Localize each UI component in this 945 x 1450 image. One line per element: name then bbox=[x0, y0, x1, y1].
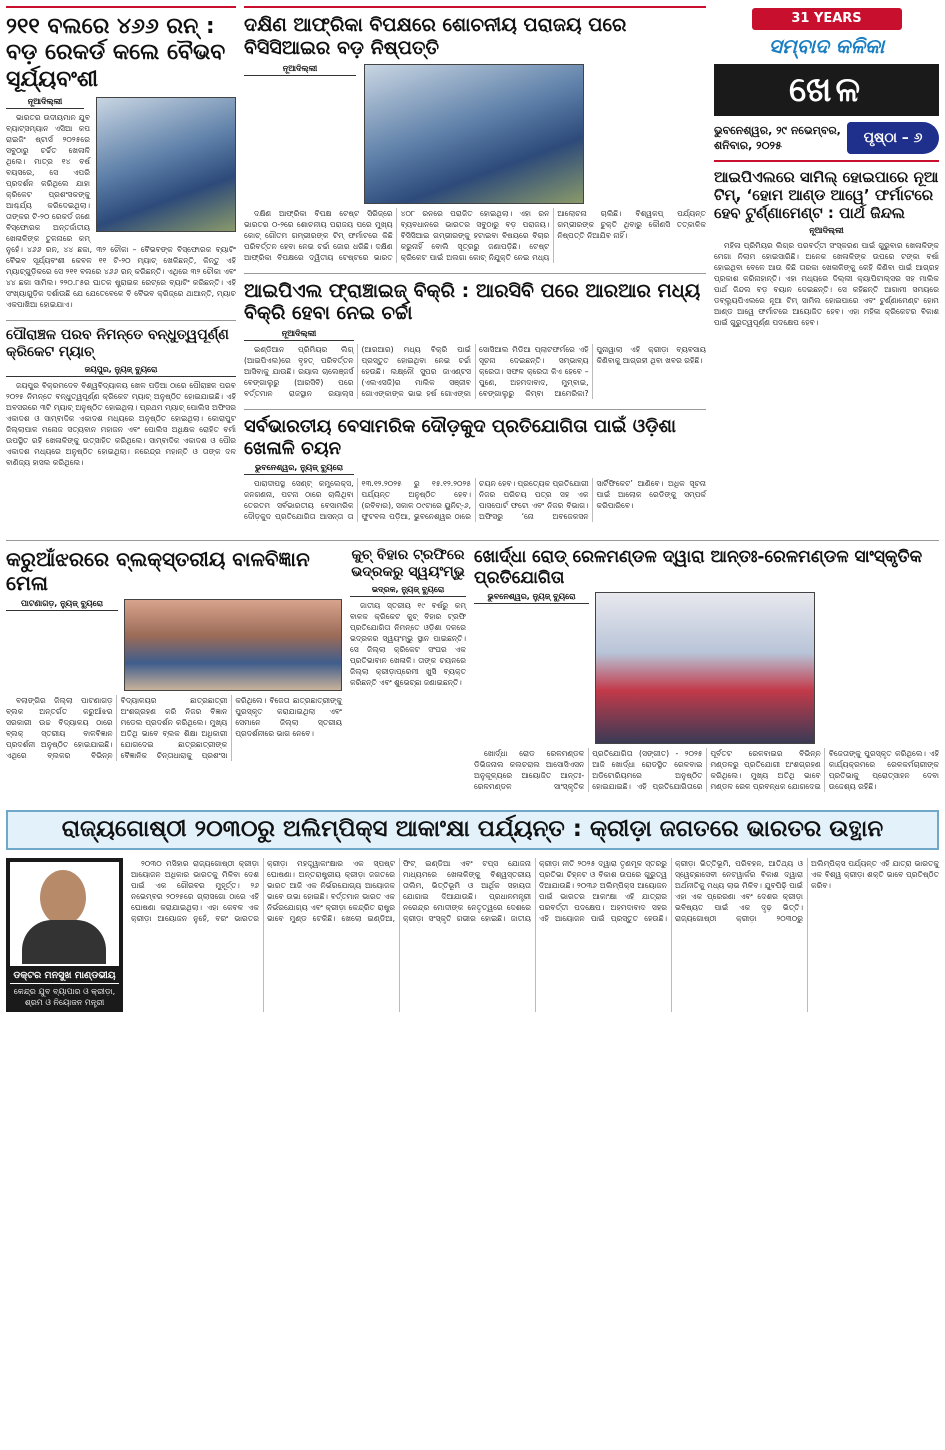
anniversary-ribbon: 31 YEARS bbox=[752, 8, 902, 30]
photo-khurda-event bbox=[595, 592, 815, 744]
headline-bcci: ଦକ୍ଷିଣ ଆଫ୍ରିକା ବିପକ୍ଷରେ ଶୋଚନୀୟ ପରାଜୟ ପରେ ବିସିସିଆଇର ବଡ଼ ନିଷ୍ପତ୍ତି bbox=[244, 14, 627, 59]
masthead-rule bbox=[714, 160, 939, 162]
article-body: ବଲାଙ୍ଗିର ଜିଲ୍ଲା ପାଟଣାଗଡ଼ ବ୍ଲକ ଅନ୍ତର୍ଗତ କରୁଆଁଝର ସରକାରୀ ଉଚ୍ଚ ବିଦ୍ୟାଳୟ ଠାରେ ବ୍ଲକ୍ ସ୍ତରୀୟ ବାଳବିଜ୍ଞାନ ପ୍ରଦର୍ଶନୀ ଅନୁଷ୍ଠିତ ହୋଇଯାଇଛି। ଏଥିରେ ବ୍ଲକର ବିଭିନ୍ନ ବିଦ୍ୟାଳୟର ଛାତ୍ରଛାତ୍ରୀ ଅଂଶଗ୍ରହଣ କରି ନିଜର ବିଜ୍ଞାନ ମଡେଲ ପ୍ରଦର୍ଶନ କରିଥିଲେ। ମୁଖ୍ୟ ଅତିଥି ଭାବେ ବ୍ଲକ ଶିକ୍ଷା ଅଧିକାରୀ ଯୋଗଦେଇ ଛାତ୍ରଛାତ୍ରୀଙ୍କ ବୈଜ୍ଞାନିକ ଚିନ୍ତାଧାରାକୁ ପ୍ରଶଂସା କରିଥିଲେ। ବିଜେତା ଛାତ୍ରଛାତ୍ରୀଙ୍କୁ ପୁରସ୍କୃତ କରାଯାଇଥିଲା ଏବଂ ସେମାନେ ଜିଲ୍ଲା ସ୍ତରୀୟ ପ୍ରଦର୍ଶନୀରେ ଭାଗ ନେବେ। bbox=[6, 696, 342, 761]
article-athletics bbox=[244, 409, 706, 522]
dateline bbox=[714, 123, 843, 153]
dateline: ଭୁବନେଶ୍ୱର, ନ୍ୟୁଜ୍ ବ୍ୟୁରୋ bbox=[244, 463, 354, 475]
section-banner: ଖେଳ bbox=[714, 64, 939, 116]
article-body: ପାରାଦୀପସ୍ଥ ସେଣ୍ଟ୍ କମ୍ପ୍ଲେକ୍ସ, ଜନଗଣନା, ପଟନା ଠାରେ ଚାଲିଥିବା ତେରତମ ସର୍ବଭାରତୀୟ ବେସାମରିକ ଦୌଡ଼କୁଦ ପ୍ରତିଯୋଗିତା ଆସନ୍ତା ତା ୧୩.୧୨.୨୦୨୫ ରୁ ୧୫.୧୨.୨୦୨୫ ପର୍ଯ୍ୟନ୍ତ ଅନୁଷ୍ଠିତ ହେବ। (ରବିବାର), ସକାଳ ୦୯ଟାରେ ୟୁନିଟ୍-୬, ଫୁଟବଲ ପଡ଼ିଆ, ଭୁବନେଶ୍ୱର ଠାରେ ଚୟନ ହେବ। ପ୍ରତ୍ୟେକ ପ୍ରତିଯୋଗୀ ନିଜର ପରିଚୟ ପତ୍ର ସହ ଏକ ପାସପୋର୍ଟ ଫଟୋ ଏବଂ ନିଜର ବିଭାଗ। ଅଫିସରୁ ‘ନୋ ଅବଜେକସନ ସାର୍ଟିଫିକେଟ’ ଆଣିବେ। ଅଧିକ ସୂଚନା ପାଇଁ ଆଲୋକ ରେଡିଙ୍କୁ ସମ୍ପର୍କ କରିପାରିବେ। bbox=[244, 479, 706, 522]
dateline: ପାଟଣାଗଡ଼, ନ୍ୟୁଜ୍ ବ୍ୟୁରୋ bbox=[6, 599, 118, 611]
headline-cooch-behar: କୁଚ୍ ବିହାର ଟ୍ରଫିରେ ଭଦ୍ରକରୁ ସ୍ୱୟଂମ୍ଭୁ bbox=[351, 547, 465, 581]
left-column bbox=[6, 6, 236, 532]
dateline: ଭୁବନେଶ୍ୱର, ନ୍ୟୁଜ୍ ବ୍ୟୁରୋ bbox=[474, 592, 589, 604]
photo-vaibhav bbox=[96, 97, 236, 232]
dateline: ନୂଆଦିଲ୍ଲୀ bbox=[244, 64, 356, 76]
right-column bbox=[714, 6, 939, 532]
paper-logo: ସମ୍ବାଦ କଳିକା bbox=[768, 34, 885, 58]
dateline: ନୂଆଦିଲ୍ଲୀ bbox=[6, 97, 84, 109]
center-column bbox=[244, 6, 706, 532]
author-name: ଡକ୍ଟର ମନସୁଖ ମାଣ୍ଡଭୀୟ bbox=[10, 970, 119, 984]
page-number-badge: ପୃଷ୍ଠା – ୬ bbox=[847, 122, 939, 154]
author-photo bbox=[10, 862, 119, 966]
article-ipl-franchise bbox=[244, 273, 706, 400]
article-science-fair bbox=[6, 547, 342, 792]
author-box bbox=[6, 858, 123, 1012]
article-vaibhav bbox=[6, 14, 236, 310]
top-section bbox=[6, 6, 939, 532]
article-body: ଭାରତର ଉଦୀୟମାନ ଯୁବ ବ୍ୟାଟ୍ସମ୍ୟାନ ଏସିଆ କପ ରାଇଜିଂ ଷ୍ଟାର୍ସ ୨୦୨୫ରେ ସବୁଠାରୁ ଚର୍ଚ୍ଚିତ ଖେଳାଳି ଥିଲେ। ମାତ୍ର ୧୪ ବର୍ଷ ବୟସରେ, ସେ ଏପରି ପ୍ରଦର୍ଶନ କରିଥିଲେ ଯାହା କ୍ରିକେଟ ପ୍ରଶଂସକଙ୍କୁ ଆଶ୍ଚର୍ଯ୍ୟ କରିଦେଇଥିଲା। ତାଙ୍କର ଟି-୨୦ ରେକର୍ଡ ଜଣେ ବିସ୍ଫୋରକ ଅନ୍ତର୍ଜାତୀୟ ଖେଳାଳିଙ୍କ ତୁଳନାରେ କମ୍ ନୁହେଁ। ୪୬୬ ରନ, ୪୪ ଛକା, ୩୨ ଚୌକା – ବୈଭବଙ୍କ ବିସ୍ଫୋରକ ବ୍ୟାଟିଂ ବୈଭବ ସୂର୍ଯ୍ୟବଂଶୀ କେବଳ ୧୧ ଟି-୨୦ ମ୍ୟାଚ୍ ଖେଳିଛନ୍ତି, କିନ୍ତୁ ଏହି ମ୍ୟାଚ୍‌ଗୁଡ଼ିକରେ ସେ ୨୧୧ ବଲରେ ୪୬୬ ରନ୍ କରିଛନ୍ତି। ଏଥିରେ ୩୨ ଚୌକା ଏବଂ ୪୪ ଛକା ସାମିଲ। ୨୨୦.୮୫ର ଘାତକ ଷ୍ଟ୍ରାଇକ ରେଟ୍‌ରେ ବ୍ୟାଟିଂ କରିଛନ୍ତି। ଏହି ସଂଖ୍ୟାଗୁଡ଼ିକ ଦର୍ଶାଉଛି ଯେ ଯେତେବେଳେ ବି ବୈଭବ କ୍ରିଜ୍‌ରେ ଥାଆନ୍ତି, ମ୍ୟାଚ ଏକପାଖିଆ ହୋଇଯାଏ। bbox=[6, 113, 236, 310]
article-khurda bbox=[474, 547, 939, 792]
photo-science-fair bbox=[124, 599, 342, 691]
headline-ipl-franchise: ଆଇପିଏଲ ଫ୍ରାଞ୍ଚାଇଜ୍ ବିକ୍ରି : ଆରସିବି ପରେ ଆରଆର ମଧ୍ୟ ବିକ୍ରି ହେବା ନେଇ ଚର୍ଚ୍ଚା bbox=[244, 279, 701, 325]
article-body: ଇଣ୍ଡିଆନ ପ୍ରିମିୟର ଲିଗ୍ (ଆଇପିଏଲ)ରେ ବୃହତ୍ ପରିବର୍ତ୍ତନ ଆସିବାକୁ ଯାଉଛି। ରୟାଲ ଚାଲେଞ୍ଜର୍ସ ବେଙ୍ଗାଲୁରୁ (ଆରସିବି) ପରେ ବର୍ତ୍ତମାନ ରାଜସ୍ଥାନ ରୟାଲ୍ସ (ଆରଆର) ମଧ୍ୟ ବିକ୍ରି ପାଇଁ ପ୍ରସ୍ତୁତ ହୋଇଥିବା ନେଇ ଚର୍ଚ୍ଚା ହେଉଛି। ଲକ୍ଷ୍ନୌ ସୁପର ଜାଏଣ୍ଟସ (ଏଲଏସଜି)ର ମାଲିକ ସଞ୍ଜୀବ ଗୋଏଙ୍କାଙ୍କ ଭାଇ ହର୍ଷ ଗୋଏଙ୍କା ସୋସିଆଲ ମିଡିଆ ପ୍ଲାଟଫର୍ମରେ ଏହି ସୂଚନା ଦେଇଛନ୍ତି। ସମ୍ଭାବ୍ୟ କ୍ରେତା। ସଫଳ କ୍ରେତା କିଏ ହେବେ – ପୁଣେ, ଅହମଦାବାଦ, ମୁମ୍ବାଇ, ବେଙ୍ଗାଲୁରୁ କିମ୍ବା ଆମେରିକା? ପୁନାୱାଲା ଏହି କ୍ରୀଡ଼ା ବ୍ୟବସାୟ କିଣିବାକୁ ଆଗ୍ରହୀ ଥିବା ଖବର ରହିଛି। bbox=[244, 345, 706, 399]
article-body: ଦକ୍ଷିଣ ଆଫ୍ରିକା ବିପକ୍ଷ ଟେଷ୍ଟ ସିରିଜ୍‌ରେ ଭାରତର ୦-୨ରେ ଶୋଚନୀୟ ପରାଜୟ ପରେ ମୁଖ୍ୟ କୋଚ୍ ଗୌତମ ଗମ୍ଭୀରଙ୍କ ଟିମ୍ ଫର୍ମାଟରେ କିଛି ପରିବର୍ତ୍ତନ ହେବା ନେଇ ଚର୍ଚ୍ଚା ଜୋର ଧରିଛି। ଦକ୍ଷିଣ ଆଫ୍ରିକା ବିପକ୍ଷରେ ଦ୍ୱିତୀୟ ଟେଷ୍ଟରେ ଭାରତ ୪୦୮ ରନରେ ପରାଜିତ ହୋଇଥିଲା। ଏହା ରନ ବ୍ୟବଧାନରେ ଭାରତର ସବୁଠାରୁ ବଡ଼ ପରାଜୟ। ବିସିସିଆଇ ଗମ୍ଭୀରଙ୍କୁ ହଟାଇବା ବିଷୟରେ ବିଚାର କରୁନାହିଁ ବୋଲି ସୂତ୍ରରୁ ଜଣାପଡ଼ିଛି। ଟେଷ୍ଟ କ୍ରିକେଟ ପାଇଁ ଅଲଗା କୋଚ୍ ନିଯୁକ୍ତି ନେଇ ମଧ୍ୟ ଆଲୋଚନା ଚାଲିଛି। ବିଶ୍ୱକପ୍ ପର୍ଯ୍ୟନ୍ତ ଗମ୍ଭୀରଙ୍କ ଚୁକ୍ତି ଥିବାରୁ କୌଣସି ତତ୍କାଳିକ ନିଷ୍ପତ୍ତି ନିଆଯିବ ନାହିଁ। bbox=[244, 208, 706, 262]
article-bcci bbox=[244, 14, 706, 263]
article-cricket-match bbox=[6, 320, 236, 468]
headline-olympic: ରାଜ୍ୟଗୋଷ୍ଠୀ ୨୦୩୦ରୁ ଅଲିମ୍ପିକ୍ସ ଆକାଂକ୍ଷା ପର୍ଯ୍ୟନ୍ତ : କ୍ରୀଡ଼ା ଜଗତରେ ଭାରତର ଉତ୍ଥାନ bbox=[61, 816, 884, 843]
dateline: ଭଦ୍ରକ, ନ୍ୟୁଜ୍ ବ୍ୟୁରୋ bbox=[350, 585, 466, 597]
dateline: ଜୟପୁର, ନ୍ୟୁଜ୍ ବ୍ୟୁରୋ bbox=[6, 365, 236, 377]
headline-khurda: ଖୋର୍ଦ୍ଧା ରୋଡ୍ ରେଳମଣ୍ଡଳ ଦ୍ୱାରା ଆନ୍ତଃ-ରେଳମଣ୍ଡଳ ସାଂସ୍କୃତିକ ପ୍ରତିଯୋଗିତା bbox=[474, 547, 923, 588]
article-olympic bbox=[6, 858, 939, 1012]
dateline: ନୂଆଦିଲ୍ଲୀ bbox=[809, 226, 844, 235]
masthead bbox=[714, 8, 939, 154]
headline-cricket-match: ପୌରାଞ୍ଚଳ ପରବ ନିମନ୍ତେ ବନ୍ଧୁତ୍ୱପୂର୍ଣ୍ଣ କ୍ରିକେଟ ମ୍ୟାଚ୍ bbox=[6, 327, 229, 360]
headline-science-fair: କରୁଆଁଝରରେ ବ୍ଲକ୍‌ସ୍ତରୀୟ ବାଳବିଜ୍ଞାନ ମେଳା bbox=[6, 547, 310, 596]
date-line-1: ଭୁବନେଶ୍ୱର, ୨୯ ନଭେମ୍ବର, bbox=[714, 124, 841, 137]
headline-athletics: ସର୍ବଭାରତୀୟ ବେସାମରିକ ଦୌଡ଼କୁଦ ପ୍ରତିଯୋଗିତା ପାଇଁ ଓଡ଼ିଶା ଖେଳାଳି ଚୟନ bbox=[244, 416, 676, 459]
article-body: ଜାତୀୟ ସ୍ତରୀୟ ୧୯ ବର୍ଷରୁ କମ୍ ବାଳକ କ୍ରିକେଟ କୁଚ୍ ବିହାର ଟ୍ରଫି ପ୍ରତିଯୋଗିତା ନିମନ୍ତେ ଓଡ଼ିଶା ଦଳରେ ଭଦ୍ରକର ସ୍ୱୟଂମ୍ଭୁ ସ୍ଥାନ ପାଇଛନ୍ତି। ସେ ଜିଲ୍ଲା କ୍ରିକେଟ ସଂଘର ଏକ ପ୍ରତିଭାବାନ ଖେଳାଳି। ତାଙ୍କ ଚୟନରେ ଜିଲ୍ଲା କ୍ରୀଡ଼ାପ୍ରେମୀ ଖୁସି ବ୍ୟକ୍ତ କରିଛନ୍ତି ଏବଂ ଶୁଭେଚ୍ଛା ଜଣାଇଛନ୍ତି। bbox=[350, 600, 466, 687]
photo-bcci-coaches bbox=[364, 64, 584, 204]
banner-olympic bbox=[6, 810, 939, 850]
article-body: ୨୦୩୦ ମସିହାର ରାଜ୍ୟଗୋଷ୍ଠୀ କ୍ରୀଡ଼ା ଆୟୋଜନ ଅଧିକାର ଭାରତକୁ ମିଳିବା ଦେଶ ପାଇଁ ଏକ ଗୌରବର ମୁହୂର୍ତ୍ତ। ୨୬ ନଭେମ୍ବର ୨୦୨୫ରେ ଗ୍ଲାସଗୋ ଠାରେ ଏହି ଘୋଷଣା କରାଯାଇଥିଲା। ଏହା କେବଳ ଏକ କ୍ରୀଡ଼ା ଆୟୋଜନ ନୁହେଁ, ବରଂ ଭାରତର କ୍ରୀଡ଼ା ମହତ୍ତ୍ୱାକାଂକ୍ଷାର ଏକ ସ୍ପଷ୍ଟ ଘୋଷଣା। ଅନ୍ତରାଷ୍ଟ୍ରୀୟ କ୍ରୀଡ଼ା ଜଗତରେ ଭାରତ ଆଜି ଏକ ନିର୍ଭରଯୋଗ୍ୟ ଆୟୋଜକ ଭାବେ ଉଭା ହୋଇଛି। ବର୍ତ୍ତମାନ ଭାରତ ଏକ ନିର୍ଭରଯୋଗ୍ୟ ଏବଂ କ୍ରୀଡ଼ା କେନ୍ଦ୍ରିତ ରାଷ୍ଟ୍ର ଭାବେ ମୁଣ୍ଡ ଟେକିଛି। ଖେଲୋ ଇଣ୍ଡିଆ, ଫିଟ୍ ଇଣ୍ଡିଆ ଏବଂ ଟପ୍ସ ଯୋଜନା ମାଧ୍ୟମରେ ଖେଳାଳିଙ୍କୁ ବିଶ୍ୱସ୍ତରୀୟ ତାଲିମ, ଭିତ୍ତିଭୂମି ଓ ଆର୍ଥିକ ସହାୟତା ଯୋଗାଇ ଦିଆଯାଉଛି। ପ୍ରଧାନମନ୍ତ୍ରୀ ନରେନ୍ଦ୍ର ମୋଦୀଙ୍କ ନେତୃତ୍ୱରେ ଦେଶରେ କ୍ରୀଡ଼ା ସଂସ୍କୃତି ଗଭୀର ହୋଇଛି। ଜାତୀୟ କ୍ରୀଡ଼ା ନୀତି ୨୦୨୫ ଦ୍ୱାରା ତୃଣମୂଳ ସ୍ତରରୁ ପ୍ରତିଭା ଚିହ୍ନଟ ଓ ବିକାଶ ଉପରେ ଗୁରୁତ୍ୱ ଦିଆଯାଉଛି। ୨୦୩୬ ଅଲିମ୍ପିକ୍ସ ଆୟୋଜନ ପାଇଁ ଭାରତର ଆକାଂକ୍ଷା ଏହି ଯାତ୍ରାର ପରବର୍ତ୍ତୀ ପଦକ୍ଷେପ। ଅହମଦାବାଦ ସହର ଏହି ଆୟୋଜନ ପାଇଁ ପ୍ରସ୍ତୁତ ହେଉଛି। କ୍ରୀଡ଼ା ଭିତ୍ତିଭୂମି, ପରିବହନ, ଆତିଥ୍ୟ ଓ ସ୍ୱେଚ୍ଛାସେବୀ ନେଟୱାର୍କର ବିକାଶ ଦ୍ୱାରା ଅର୍ଥନୀତିକୁ ମଧ୍ୟ ଲାଭ ମିଳିବ। ଯୁବପିଢ଼ି ପାଇଁ ଏହା ଏକ ପ୍ରେରଣା ଏବଂ ଦେଶର କ୍ରୀଡ଼ା ଭବିଷ୍ୟତ ପାଇଁ ଏକ ଦୃଢ଼ ଭିତ୍ତି। ରାଜ୍ୟଗୋଷ୍ଠୀ କ୍ରୀଡ଼ା ୨୦୩୦ରୁ ଅଲିମ୍ପିକ୍ସ ପର୍ଯ୍ୟନ୍ତ ଏହି ଯାତ୍ରା ଭାରତକୁ ଏକ ବିଶ୍ୱ କ୍ରୀଡ଼ା ଶକ୍ତି ଭାବେ ପ୍ରତିଷ୍ଠିତ କରିବ। bbox=[131, 858, 939, 923]
article-cooch-behar bbox=[350, 547, 466, 792]
article-body: ଖୋର୍ଦ୍ଧା ରୋଡ ରେଳମଣ୍ଡଳ ଡିଭିଜନାଲ କଲଚରାଲ ଆସୋସିଏସନ ଅନୁକୂଳ୍ୟରେ ଆୟୋଜିତ ଆନ୍ତଃ-ରେଳମଣ୍ଡଳ ସାଂସ୍କୃତିକ ପ୍ରତିଯୋଗିତା (ସଙ୍ଗୀତ) - ୨୦୨୫ ଆଜି ଖୋର୍ଦ୍ଧା ରୋଡସ୍ଥିତ ରେଳବାଇ ଅଡିଟୋରିୟମରେ ଅନୁଷ୍ଠିତ ହୋଇଯାଇଛି। ଏହି ପ୍ରତିଯୋଗିତାରେ ପୂର୍ବତଟ ରେଳବାଇର ବିଭିନ୍ନ ମଣ୍ଡଳରୁ ପ୍ରତିଯୋଗୀ ଅଂଶଗ୍ରହଣ କରିଥିଲେ। ମୁଖ୍ୟ ଅତିଥି ଭାବେ ମଣ୍ଡଳ ରେଳ ପ୍ରବନ୍ଧକ ଯୋଗଦେଇ ବିଜେତାଙ୍କୁ ପୁରସ୍କୃତ କରିଥିଲେ। ଏହି କାର୍ଯ୍ୟକ୍ରମରେ ରେଳକର୍ମଚାରୀଙ୍କ ପ୍ରତିଭାକୁ ପ୍ରୋତ୍ସାହନ ଦେବା ଉଦ୍ଦେଶ୍ୟ ରହିଛି। bbox=[474, 749, 939, 792]
headline-vaibhav: ୨୧୧ ବଲରେ ୪୬୬ ରନ୍ : ବଡ଼ ରେକର୍ଡ କଲେ ବୈଭବ ସୂର୍ଯ୍ୟବଂଶୀ bbox=[6, 14, 226, 92]
top-rule-center bbox=[244, 6, 706, 8]
date-line-2: ଶନିବାର, ୨୦୨୫ bbox=[714, 139, 782, 152]
headline-wpl: ଆଇପିଏଲରେ ସାମିଲ୍ ହୋଇପାରେ ନୂଆ ଟିମ୍, ‘ହୋମ ଆଣ୍ଡ ଆୱେ’ ଫର୍ମାଟରେ ହେବ ଟୁର୍ଣ୍ଣାମେଣ୍ଟ : ପାର୍ଥ ଜିନ୍ଦଲ bbox=[714, 168, 939, 222]
article-wpl bbox=[714, 168, 939, 328]
middle-section bbox=[6, 540, 939, 802]
dateline: ନୂଆଦିଲ୍ଲୀ bbox=[244, 329, 354, 341]
author-title: କେନ୍ଦ୍ର ଯୁବ ବ୍ୟାପାର ଓ କ୍ରୀଡ଼ା, ଶ୍ରମ ଓ ନିୟୋଜନ ମନ୍ତ୍ରୀ bbox=[13, 986, 116, 1007]
article-body: ମହିଳା ପ୍ରିମିୟର ଲିଗ୍‌ର ପରବର୍ତ୍ତୀ ସଂସ୍କରଣ ପାଇଁ ଗୁରୁବାର ଖେଳାଳିଙ୍କ ମେଗା ନିଲାମ ହୋଇସାରିଛି। ଅନେକ ଖେଳାଳିଙ୍କ ଉପରେ ଟଙ୍କା ବର୍ଷା ହୋଇଥିବା ବେଳେ ଆଉ କିଛି ତାରକା ଖେଳାଳିଙ୍କୁ କେହି କିଣିବା ପାଇଁ ଆଗ୍ରହ ପ୍ରକାଶ କରିନାହାନ୍ତି। ଏହା ମଧ୍ୟରେ ଦିଲ୍ଲୀ କ୍ୟାପିଟାଲ୍ସର ସହ ମାଲିକ ପାର୍ଥ ଜିନ୍ଦଲ ବଡ଼ ବୟାନ ଦେଇଛନ୍ତି। ସେ କହିଛନ୍ତି ଆଗାମୀ ସମୟରେ ଡବ୍ଲ୍ୟୁପିଏଲରେ ନୂଆ ଟିମ୍ ସାମିଲ ହୋଇପାରେ ଏବଂ ଟୁର୍ଣ୍ଣାମେଣ୍ଟ ହୋମ ଆଣ୍ଡ ଆୱେ ଫର୍ମାଟରେ ଆୟୋଜିତ ହେବ। ଏହା ମହିଳା କ୍ରିକେଟର ବିକାଶ ପାଇଁ ଗୁରୁତ୍ୱପୂର୍ଣ୍ଣ ପଦକ୍ଷେପ ହେବ। bbox=[714, 241, 939, 327]
article-body: ଜୟପୁର ବିକ୍ରମଦେବ ବିଶ୍ୱବିଦ୍ୟାଳୟ ଖେଳ ପଡ଼ିଆ ଠାରେ ପୌରାଞ୍ଚଳ ପରବ ୨୦୨୫ ନିମନ୍ତେ ବନ୍ଧୁତ୍ୱପୂର୍ଣ୍ଣ କ୍ରିକେଟ ମ୍ୟାଚ୍ ଅନୁଷ୍ଠିତ ହୋଇଯାଇଛି। ଏହି ଅବସରରେ ୩ଟି ମ୍ୟାଚ୍ ଅନୁଷ୍ଠିତ ହୋଇଥିଲା। ପ୍ରଥମ ମ୍ୟାଚ୍ ପୋଲିସ ଅଫିସର ଏକାଦଶ ଓ ସାମ୍ବାଦିକ ଏକାଦଶ ମଧ୍ୟରେ ଅନୁଷ୍ଠିତ ହୋଇଥିଲା। କୋରାପୁଟ ଜିଲ୍ଲାପାଳ ମନୋଜ ସତ୍ୟବାନ ମହାଜନ ଏବଂ ପୋଲିସ ଅଧିକ୍ଷକ ରୋହିତ ବର୍ମା ଉପସ୍ଥିତ ରହି ଖେଳାଳିଙ୍କୁ ଉତ୍ସାହିତ କରିଥିଲେ। ସାମ୍ବାଦିକ ଏକାଦଶ ଓ ପୌର ଏକାଦଶ ମଧ୍ୟରେ ଅନୁଷ୍ଠିତ ହୋଇଥିଲା। ନରେନ୍ଦ୍ର ମହାନ୍ତି ଓ ତାଙ୍କ ଦଳ ବାଣିଜ୍ୟ ହାସଲ କରିଥିଲେ। bbox=[6, 380, 236, 467]
top-rule bbox=[6, 6, 236, 8]
